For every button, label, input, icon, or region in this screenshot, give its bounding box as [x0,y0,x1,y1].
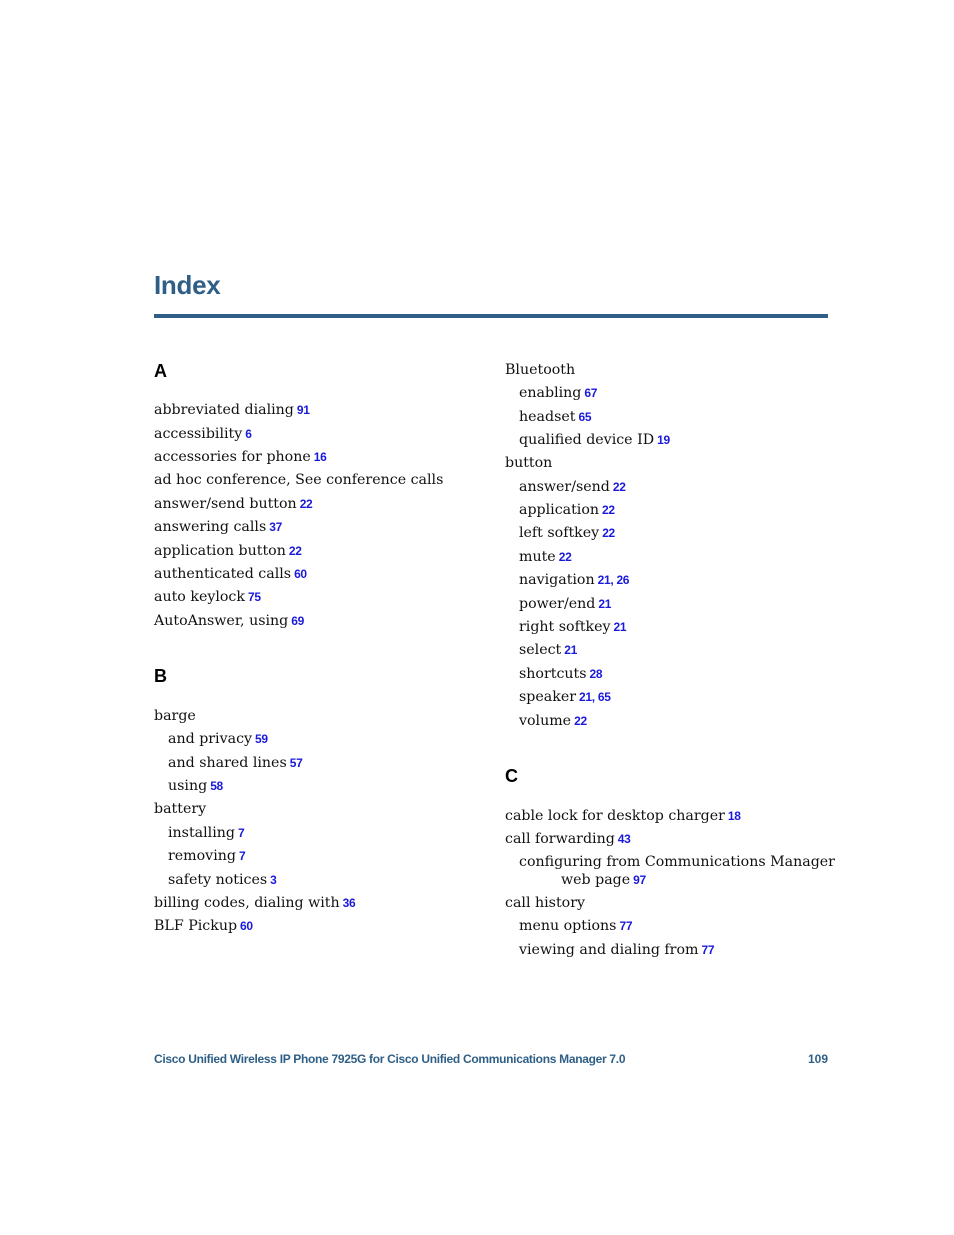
page-link[interactable]: 21, [597,573,617,587]
footer-title: Cisco Unified Wireless IP Phone 7925G for Cisco Unified Communications Manager 7.0 [154,1052,626,1066]
page-link[interactable]: 7 [238,849,246,863]
page-link[interactable]: 22 [602,526,615,540]
index-subentry: and privacy 59 [168,731,268,747]
index-entry: authenticated calls 60 [154,566,307,582]
index-subentry: qualified device ID 19 [519,432,670,448]
page-link[interactable]: 67 [584,386,598,400]
index-entry: application button 22 [154,543,302,559]
index-subentry: installing 7 [168,825,245,841]
index-entry: auto keylock 75 [154,589,261,605]
index-subentry: speaker 21, 65 [519,689,611,705]
section-letter-c: C [505,766,518,786]
index-entry: call history [505,895,585,911]
index-subentry: right softkey 21 [519,619,627,635]
index-entry: answering calls 37 [154,519,282,535]
index-entry: battery [154,801,207,817]
index-entry: call forwarding 43 [505,831,631,847]
index-subentry: select 21 [519,642,578,658]
page-link[interactable]: 57 [289,756,303,770]
section-letter-b: B [154,666,167,686]
page-link[interactable]: 22 [558,550,572,564]
page-link[interactable]: 22 [288,544,302,558]
index-entry: Bluetooth [505,362,576,378]
page-link[interactable]: 7 [237,826,245,840]
index-subentry: using 58 [168,778,223,794]
page-link[interactable]: 69 [291,614,304,628]
page-link[interactable]: 77 [619,919,633,933]
page-link[interactable]: 43 [617,832,631,846]
index-subentry: and shared lines 57 [168,755,303,771]
index-entry: accessibility 6 [154,426,252,442]
index-subentry: navigation 21, 26 [519,572,630,588]
page-link[interactable]: 21 [598,597,612,611]
page-link[interactable]: 58 [210,779,223,793]
page-link[interactable]: 3 [270,873,277,887]
page-link[interactable]: 22 [602,503,615,517]
page-link[interactable]: 18 [727,809,741,823]
index-entry: AutoAnswer, using 69 [154,613,304,629]
index-subentry: headset 65 [519,409,592,425]
index-subentry: left softkey 22 [519,525,615,541]
page-link[interactable]: 6 [245,427,252,441]
index-subentry: volume 22 [519,713,587,729]
index-subentry: mute 22 [519,549,572,565]
index-entry: cable lock for desktop charger 18 [505,808,741,824]
page-link[interactable]: 21 [613,620,627,634]
title-rule [154,314,828,318]
index-entry: abbreviated dialing 91 [154,402,310,418]
page-link[interactable]: 77 [701,943,715,957]
page-link[interactable]: 75 [247,590,261,604]
page-link[interactable]: 36 [342,896,356,910]
index-entry: ad hoc conference, See conference calls [154,472,444,488]
page-link[interactable]: 21, [579,690,598,704]
index-entry: barge [154,708,196,724]
index-entry: button [505,455,553,471]
page-link[interactable]: 28 [589,667,603,681]
index-subentry: menu options 77 [519,918,633,934]
index-subentry: shortcuts 28 [519,666,603,682]
page-number: 109 [807,1052,828,1066]
page-link[interactable]: 37 [269,520,282,534]
page-link[interactable]: 97 [633,873,646,887]
index-subentry: enabling 67 [519,385,598,401]
section-letter-a: A [154,361,167,381]
index-entry: accessories for phone 16 [154,449,327,465]
page-link[interactable]: 59 [255,732,268,746]
index-subentry: configuring from Communications Manager [519,854,835,870]
page-link[interactable]: 21 [564,643,578,657]
page-title: Index [154,270,221,300]
page-link[interactable]: 60 [294,567,307,581]
index-subentry: viewing and dialing from 77 [519,942,715,958]
page-link[interactable]: 22 [612,480,626,494]
page-link[interactable]: 60 [240,919,253,933]
index-entry: answer/send button 22 [154,496,313,512]
page-link[interactable]: 91 [296,403,310,417]
page-link[interactable]: 22 [299,497,313,511]
index-subentry: removing 7 [168,848,246,864]
index-entry: BLF Pickup 60 [154,918,253,934]
page-link[interactable]: 22 [574,714,587,728]
index-subentry: application 22 [519,502,615,518]
index-subentry: power/end 21 [519,596,612,612]
page-link[interactable]: 26 [616,573,630,587]
index-subentry-continuation: web page 97 [561,872,646,888]
page-link[interactable]: 16 [313,450,327,464]
index-subentry: safety notices 3 [168,872,277,888]
index-entry: billing codes, dialing with 36 [154,895,356,911]
page-link[interactable]: 65 [578,410,592,424]
page-link[interactable]: 65 [597,690,611,704]
page-link[interactable]: 19 [657,433,670,447]
index-subentry: answer/send 22 [519,479,626,495]
